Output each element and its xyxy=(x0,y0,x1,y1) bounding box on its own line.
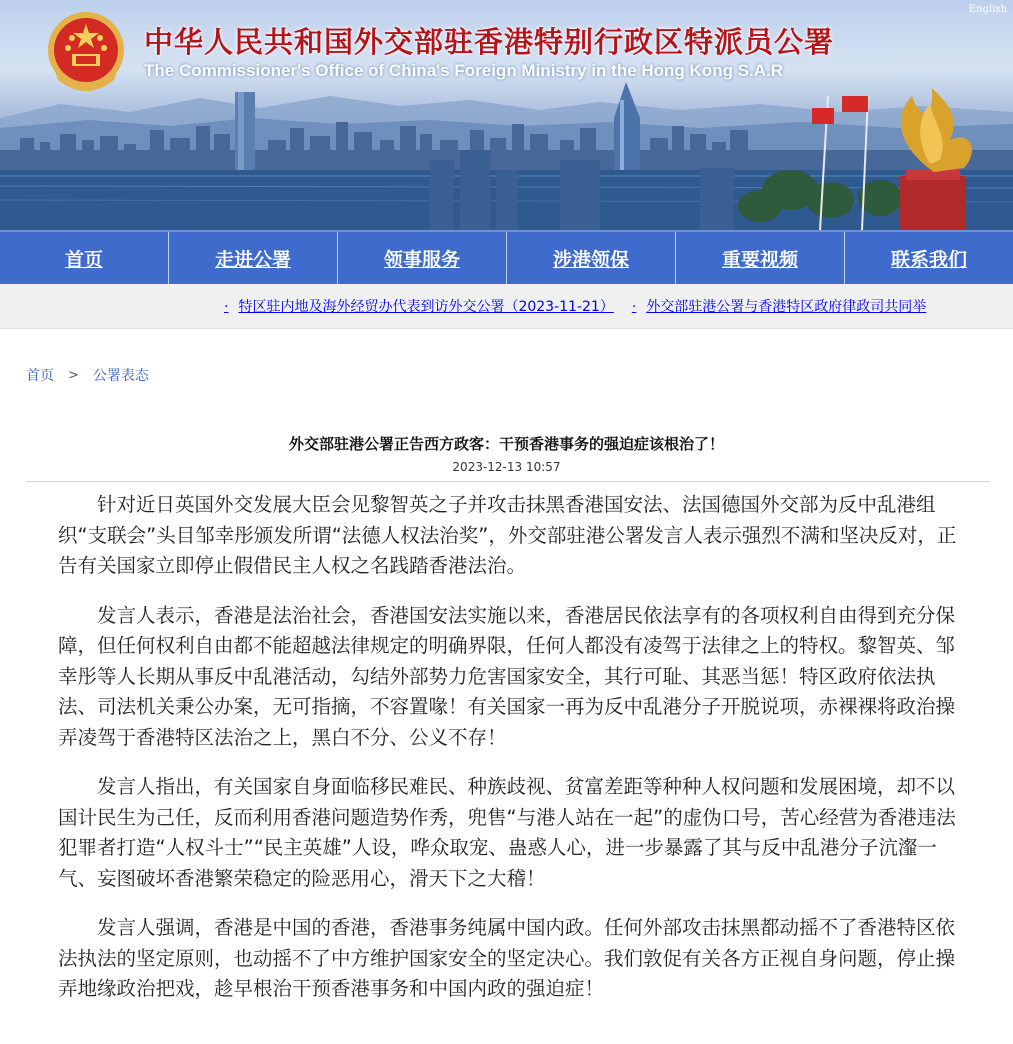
nav-item-consular-protection[interactable]: 涉港领保 xyxy=(507,232,676,284)
site-banner xyxy=(0,0,1013,230)
site-title-english: The Commissioner's Office of China's Foreign Ministry in the Hong Kong S.A.R xyxy=(144,61,784,80)
breadcrumb-home-link[interactable]: 首页 xyxy=(26,368,54,384)
ticker-text: 特区驻内地及海外经贸办代表到访外交公署（2023-11-21） xyxy=(238,299,614,315)
article-title: 外交部驻港公署正告西方政客：干预香港事务的强迫症该根治了！ xyxy=(288,435,724,453)
site-title: 中华人民共和国外交部驻香港特别行政区特派员公署 xyxy=(144,25,835,59)
chevron-right-icon: > xyxy=(68,367,79,383)
article-date: 2023-12-13 10:57 xyxy=(452,460,561,474)
ticker-item[interactable] xyxy=(224,296,614,316)
article-body xyxy=(58,490,958,1024)
main-nav xyxy=(0,230,1013,284)
nav-item-home[interactable]: 首页 xyxy=(0,232,169,284)
national-emblem-icon xyxy=(44,10,128,96)
news-ticker xyxy=(0,284,1013,329)
nav-item-consular-services[interactable]: 领事服务 xyxy=(338,232,507,284)
breadcrumb xyxy=(26,365,149,385)
nav-item-videos[interactable]: 重要视频 xyxy=(676,232,845,284)
article-paragraph: 发言人强调，香港是中国的香港，香港事务纯属中国内政。任何外部攻击抹黑都动摇不了香港特区依法执法的坚定原则，也动摇不了中方维护国家安全的坚定决心。我们敦促有关各方正视自身问题，停止操弄地缘政治把戏，趁早根治干预香港事务和中国内政的强迫症！ xyxy=(58,916,956,1000)
nav-item-about[interactable]: 走进公署 xyxy=(169,232,338,284)
english-language-link[interactable]: English xyxy=(968,4,1007,15)
ticker-bullet: · xyxy=(224,299,229,315)
article-paragraph: 发言人表示，香港是法治社会，香港国安法实施以来，香港居民依法享有的各项权利自由得到充分保障，但任何权利自由都不能超越法律规定的明确界限，任何人都没有凌驾于法律之上的特权。黎智英、邹幸彤等人长期从事反中乱港活动，勾结外部势力危害国家安全，其行可耻、其恶当惩！特区政府依法执法、司法机关秉公办案，无可指摘，不容置喙！有关国家一再为反中乱港分子开脱说项，赤裸裸将政治操弄凌驾于香港特区法治之上，黑白不分、公义不存！ xyxy=(58,603,956,749)
title-divider xyxy=(26,481,990,482)
breadcrumb-current-link[interactable]: 公署表态 xyxy=(92,368,149,384)
ticker-item[interactable] xyxy=(632,296,926,316)
ticker-text: 外交部驻港公署与香港特区政府律政司共同举 xyxy=(646,299,927,315)
ticker-bullet: · xyxy=(631,299,637,315)
article-paragraph: 发言人指出，有关国家自身面临移民难民、种族歧视、贫富差距等种种人权问题和发展困境，却不以国计民生为己任，反而利用香港问题造势作秀，兜售“与港人站在一起”的虚伪口号，苦心经营为香港违法犯罪者打造“人权斗士”“民主英雄”人设，哗众取宠、蛊惑人心，进一步暴露了其与反中乱港分子沆瀣一气、妄图破坏香港繁荣稳定的险恶用心，滑天下之大稽！ xyxy=(58,775,956,890)
nav-item-contact[interactable]: 联系我们 xyxy=(890,248,967,271)
article-paragraph: 针对近日英国外交发展大臣会见黎智英之子并攻击抹黑香港国安法、法国德国外交部为反中乱港组织“支联会”头目邹幸彤颁发所谓“法德人权法治奖”，外交部驻港公署发言人表示强烈不满和坚决反对，正告有关国家立即停止假借民主人权之名践踏香港法治。 xyxy=(58,493,957,577)
